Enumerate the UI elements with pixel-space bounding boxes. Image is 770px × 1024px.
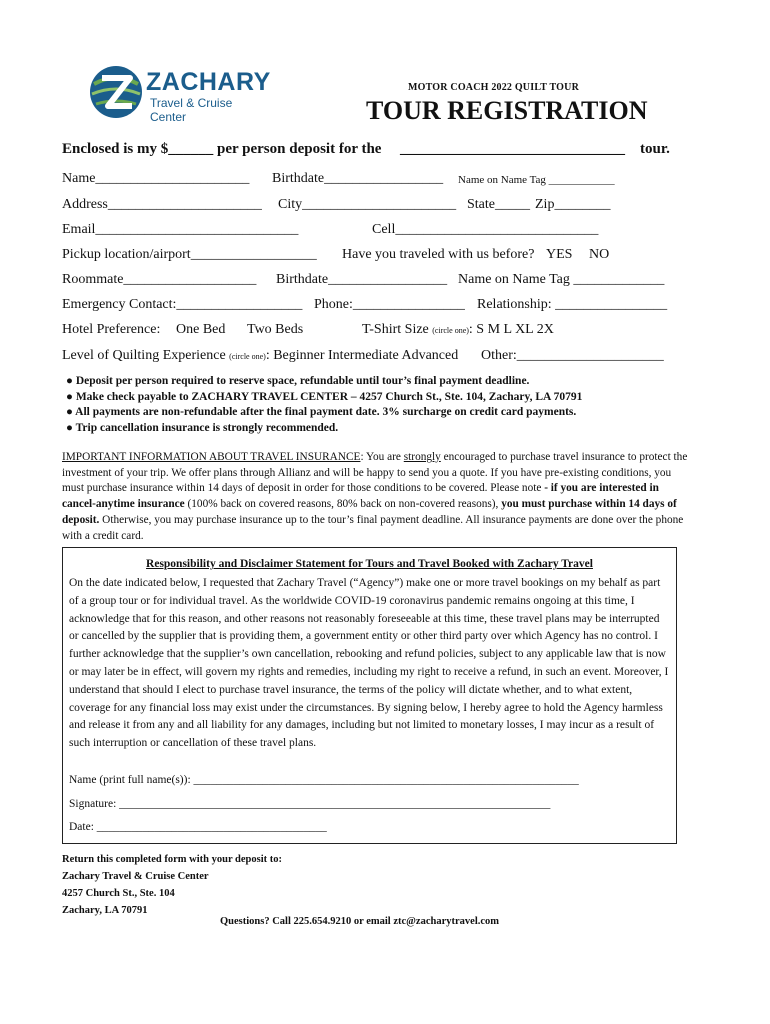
insurance-notice bbox=[62, 450, 692, 544]
bullet-item: ● Deposit per person required to reserve space, refundable until tour’s final payment deadline. bbox=[66, 375, 530, 387]
deposit-text: Enclosed is my $______ per person deposit for the bbox=[62, 141, 382, 157]
tshirt-size-row bbox=[362, 322, 554, 338]
bullet-item: ● Trip cancellation insurance is strongly recommended. bbox=[66, 421, 339, 434]
address-field[interactable]: Address______________________ bbox=[62, 197, 262, 212]
birthdate-field[interactable]: Birthdate_________________ bbox=[272, 171, 444, 186]
relationship-field[interactable]: Relationship: ________________ bbox=[477, 297, 668, 312]
disclaimer-heading: Responsibility and Disclaimer Statement for Tours and Travel Booked with Zachary Travel bbox=[146, 558, 593, 570]
tshirt-size-options[interactable]: : S M L XL 2X bbox=[468, 322, 554, 337]
phone-field[interactable]: Phone:________________ bbox=[314, 297, 465, 312]
roommate-name-tag-field[interactable]: Name on Name Tag _____________ bbox=[458, 272, 665, 287]
disclaimer-body: On the date indicated below, I requested that Zachary Travel (“Agency”) make one or more travel bookings on my behalf as part of a group tour or for individual travel. As the worldwide COVID-19 coronavirus pandemic remains ongoing at this time, I acknowledge that for this reason, and other reasons not reasonably foreseeable at this time, these travel plans may be interrupted or cancelled by the supplier that is providing them, a government entity or other third party over which Agency has no control. I further acknowledge that the supplier’s own cancellation, rebooking and refund policies, subject to any applicable law that is now or may later be in effect, will govern my rights and remedies, including my right to receive a refund, in such an event. Moreover, I understand that should I elect to purchase travel insurance, the terms of the policy will dictate whether, and to what extent, coverage for any financial loss may exist under the circumstances. By signing below, I hereby agree to hold the Agency harmless and release it from any and all liability for any damages, including but not limited to monetary losses, I may incur as a result of such interruption or cancellation of these travel plans. bbox=[69, 577, 669, 750]
traveled-yes-option[interactable]: YES bbox=[546, 247, 573, 262]
city-field[interactable]: City______________________ bbox=[278, 197, 457, 212]
name-tag-field[interactable]: Name on Name Tag ____________ bbox=[458, 174, 615, 186]
logo-name: ZACHARY bbox=[146, 68, 271, 96]
globe-z-icon bbox=[88, 64, 144, 120]
logo-subtitle: Travel & Cruise Center bbox=[150, 96, 233, 124]
state-field[interactable]: State_____ bbox=[467, 197, 530, 212]
one-bed-option[interactable]: One Bed bbox=[176, 322, 226, 337]
notice-text: : You are bbox=[360, 451, 404, 463]
quilting-label: Level of Quilting Experience bbox=[62, 348, 226, 363]
return-line: Zachary Travel & Cruise Center bbox=[62, 871, 209, 882]
return-address bbox=[62, 851, 282, 919]
notice-text: encouraged to purchase travel insurance to protect the investment of your trip. We offer plans through Allianz and will be happy to send you a quote. If you have pre-existing conditions, you must purchase insurance within 14 days of deposit in order for those conditions to be covered. Please note bbox=[62, 451, 688, 495]
emergency-contact-field[interactable]: Emergency Contact:__________________ bbox=[62, 297, 303, 312]
date-field[interactable]: Date: ________________________________________ bbox=[69, 821, 327, 833]
print-name-field[interactable]: Name (print full name(s)): ___________________________________________________________________ bbox=[69, 774, 579, 786]
signature-field[interactable]: Signature: ___________________________________________________________________________ bbox=[69, 798, 551, 810]
quilting-level-options[interactable]: : Beginner Intermediate Advanced bbox=[265, 348, 459, 363]
policy-bullets bbox=[66, 374, 582, 436]
cell-field[interactable]: Cell_____________________________ bbox=[372, 222, 599, 237]
questions-contact: Questions? Call 225.654.9210 or email ztc@zacharytravel.com bbox=[220, 916, 500, 927]
email-field[interactable]: Email_____________________________ bbox=[62, 222, 299, 237]
traveled-question: Have you traveled with us before? bbox=[342, 247, 535, 262]
disclaimer-box bbox=[62, 547, 677, 844]
tour-kicker: MOTOR COACH 2022 QUILT TOUR bbox=[408, 82, 579, 93]
notice-text: (100% back on covered reasons, 80% back on non-covered reasons), bbox=[184, 498, 499, 511]
return-line: Return this completed form with your deposit to: bbox=[62, 854, 282, 865]
return-line: 4257 Church St., Ste. 104 bbox=[62, 888, 175, 899]
notice-bold: - if you are interested in cancel-anytime insurance bbox=[62, 482, 659, 511]
hotel-preference-label: Hotel Preference: bbox=[62, 322, 161, 337]
traveled-no-option[interactable]: NO bbox=[589, 247, 610, 262]
tshirt-circle-note: (circle one) bbox=[432, 326, 469, 335]
deposit-tour-suffix: tour. bbox=[640, 141, 670, 157]
notice-bold: you must purchase within 14 days of deposit. bbox=[62, 498, 677, 526]
insurance-heading: IMPORTANT INFORMATION ABOUT TRAVEL INSURANCE bbox=[62, 451, 361, 463]
quilting-other-field[interactable]: Other:_____________________ bbox=[481, 348, 664, 363]
tour-name-field[interactable]: ______________________________ bbox=[400, 141, 625, 157]
notice-text: Otherwise, you may purchase insurance up to the tour’s final payment deadline. All insurance payments are done over the phone with a credit card. bbox=[62, 513, 684, 542]
zip-field[interactable]: Zip________ bbox=[535, 197, 611, 212]
bullet-item: ● All payments are non-refundable after the final payment date. 3% surcharge on credit card payments. bbox=[66, 406, 577, 418]
tshirt-size-label: T-Shirt Size bbox=[362, 322, 429, 337]
notice-emphasis: strongly bbox=[403, 451, 441, 463]
roommate-field[interactable]: Roommate___________________ bbox=[62, 272, 257, 287]
quilting-circle-note: (circle one) bbox=[229, 352, 266, 361]
two-beds-option[interactable]: Two Beds bbox=[247, 322, 304, 337]
page-title: TOUR REGISTRATION bbox=[366, 96, 648, 125]
return-line: Zachary, LA 70791 bbox=[62, 905, 148, 916]
company-logo bbox=[88, 62, 271, 124]
bullet-item: ● Make check payable to ZACHARY TRAVEL CENTER – 4257 Church St., Ste. 104, Zachary, LA 70791 bbox=[66, 390, 583, 403]
roommate-birthdate-field[interactable]: Birthdate_________________ bbox=[276, 272, 448, 287]
quilting-experience-row bbox=[62, 348, 458, 364]
pickup-field[interactable]: Pickup location/airport__________________ bbox=[62, 247, 317, 262]
name-field[interactable]: Name______________________ bbox=[62, 171, 250, 186]
